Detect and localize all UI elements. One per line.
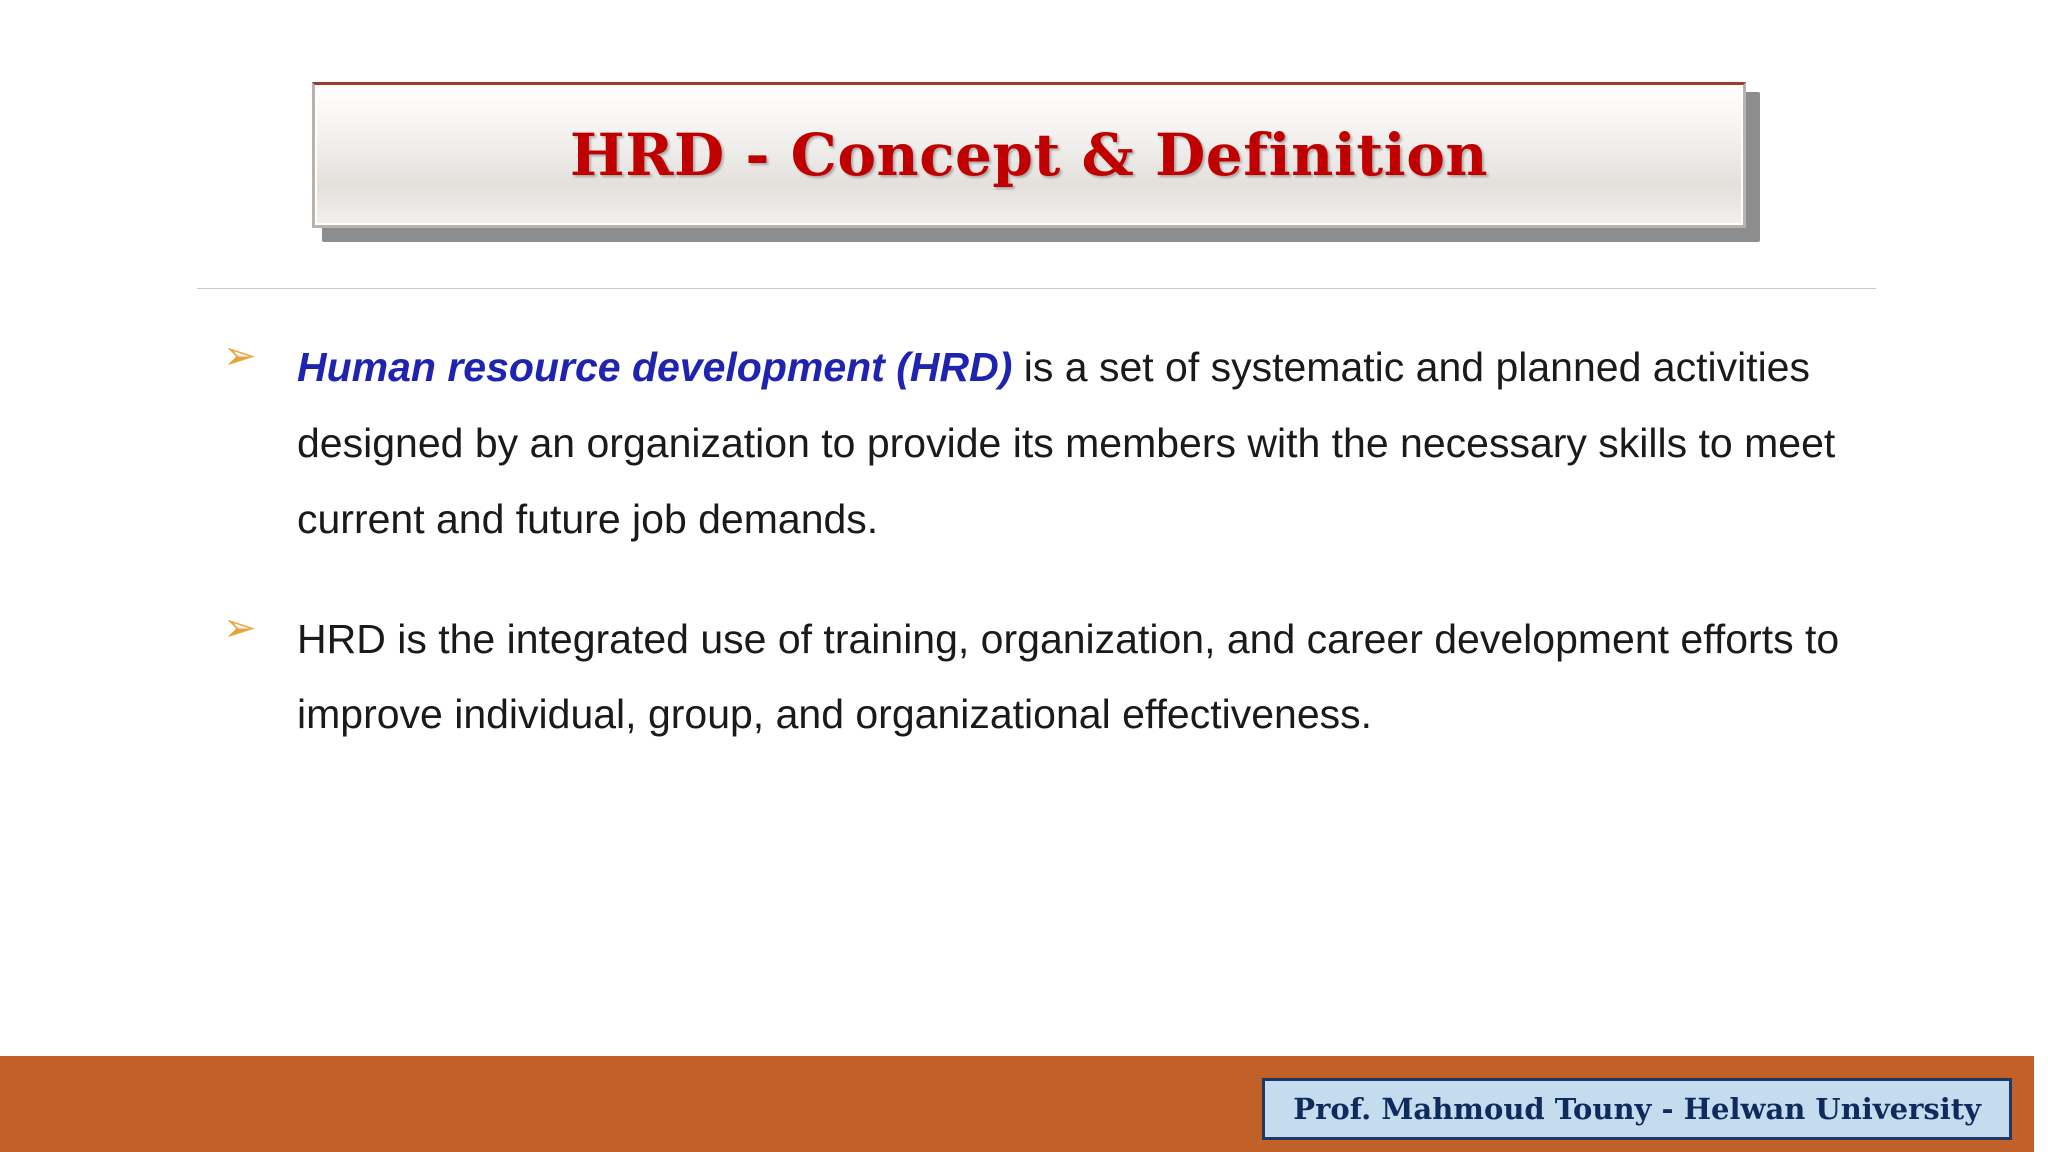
bullet-lead-term: Human resource development (HRD) [297,344,1013,390]
arrow-bullet-icon: ➢ [223,604,257,651]
bullet-text [297,330,1897,558]
bullet-body-text: is a set of systematic and planned activities designed by an organization to provide its members with the necessary skills to meet current and future job demands. [297,344,1836,542]
content-body [197,330,1897,797]
list-item [197,602,1897,754]
bullet-body-text: HRD is the integrated use of training, organization, and career development efforts to improve individual, group, and organizational effectiveness. [297,615,1840,738]
arrow-bullet-icon: ➢ [223,333,257,379]
page-title: HRD - Concept & Definition [569,121,1489,189]
footer-bar [0,1056,2048,1152]
footer-left-accent [0,1056,6,1152]
right-margin-strip [2034,0,2048,1152]
footer-credit-text: Prof. Mahmoud Touny - Helwan University [1293,1092,1981,1126]
list-item [197,330,1897,558]
title-plaque-face [312,82,1746,228]
title-plaque [312,82,1760,242]
bullet-text [297,602,1897,754]
footer-credit-badge [1262,1078,2012,1140]
header-divider [197,288,1876,289]
